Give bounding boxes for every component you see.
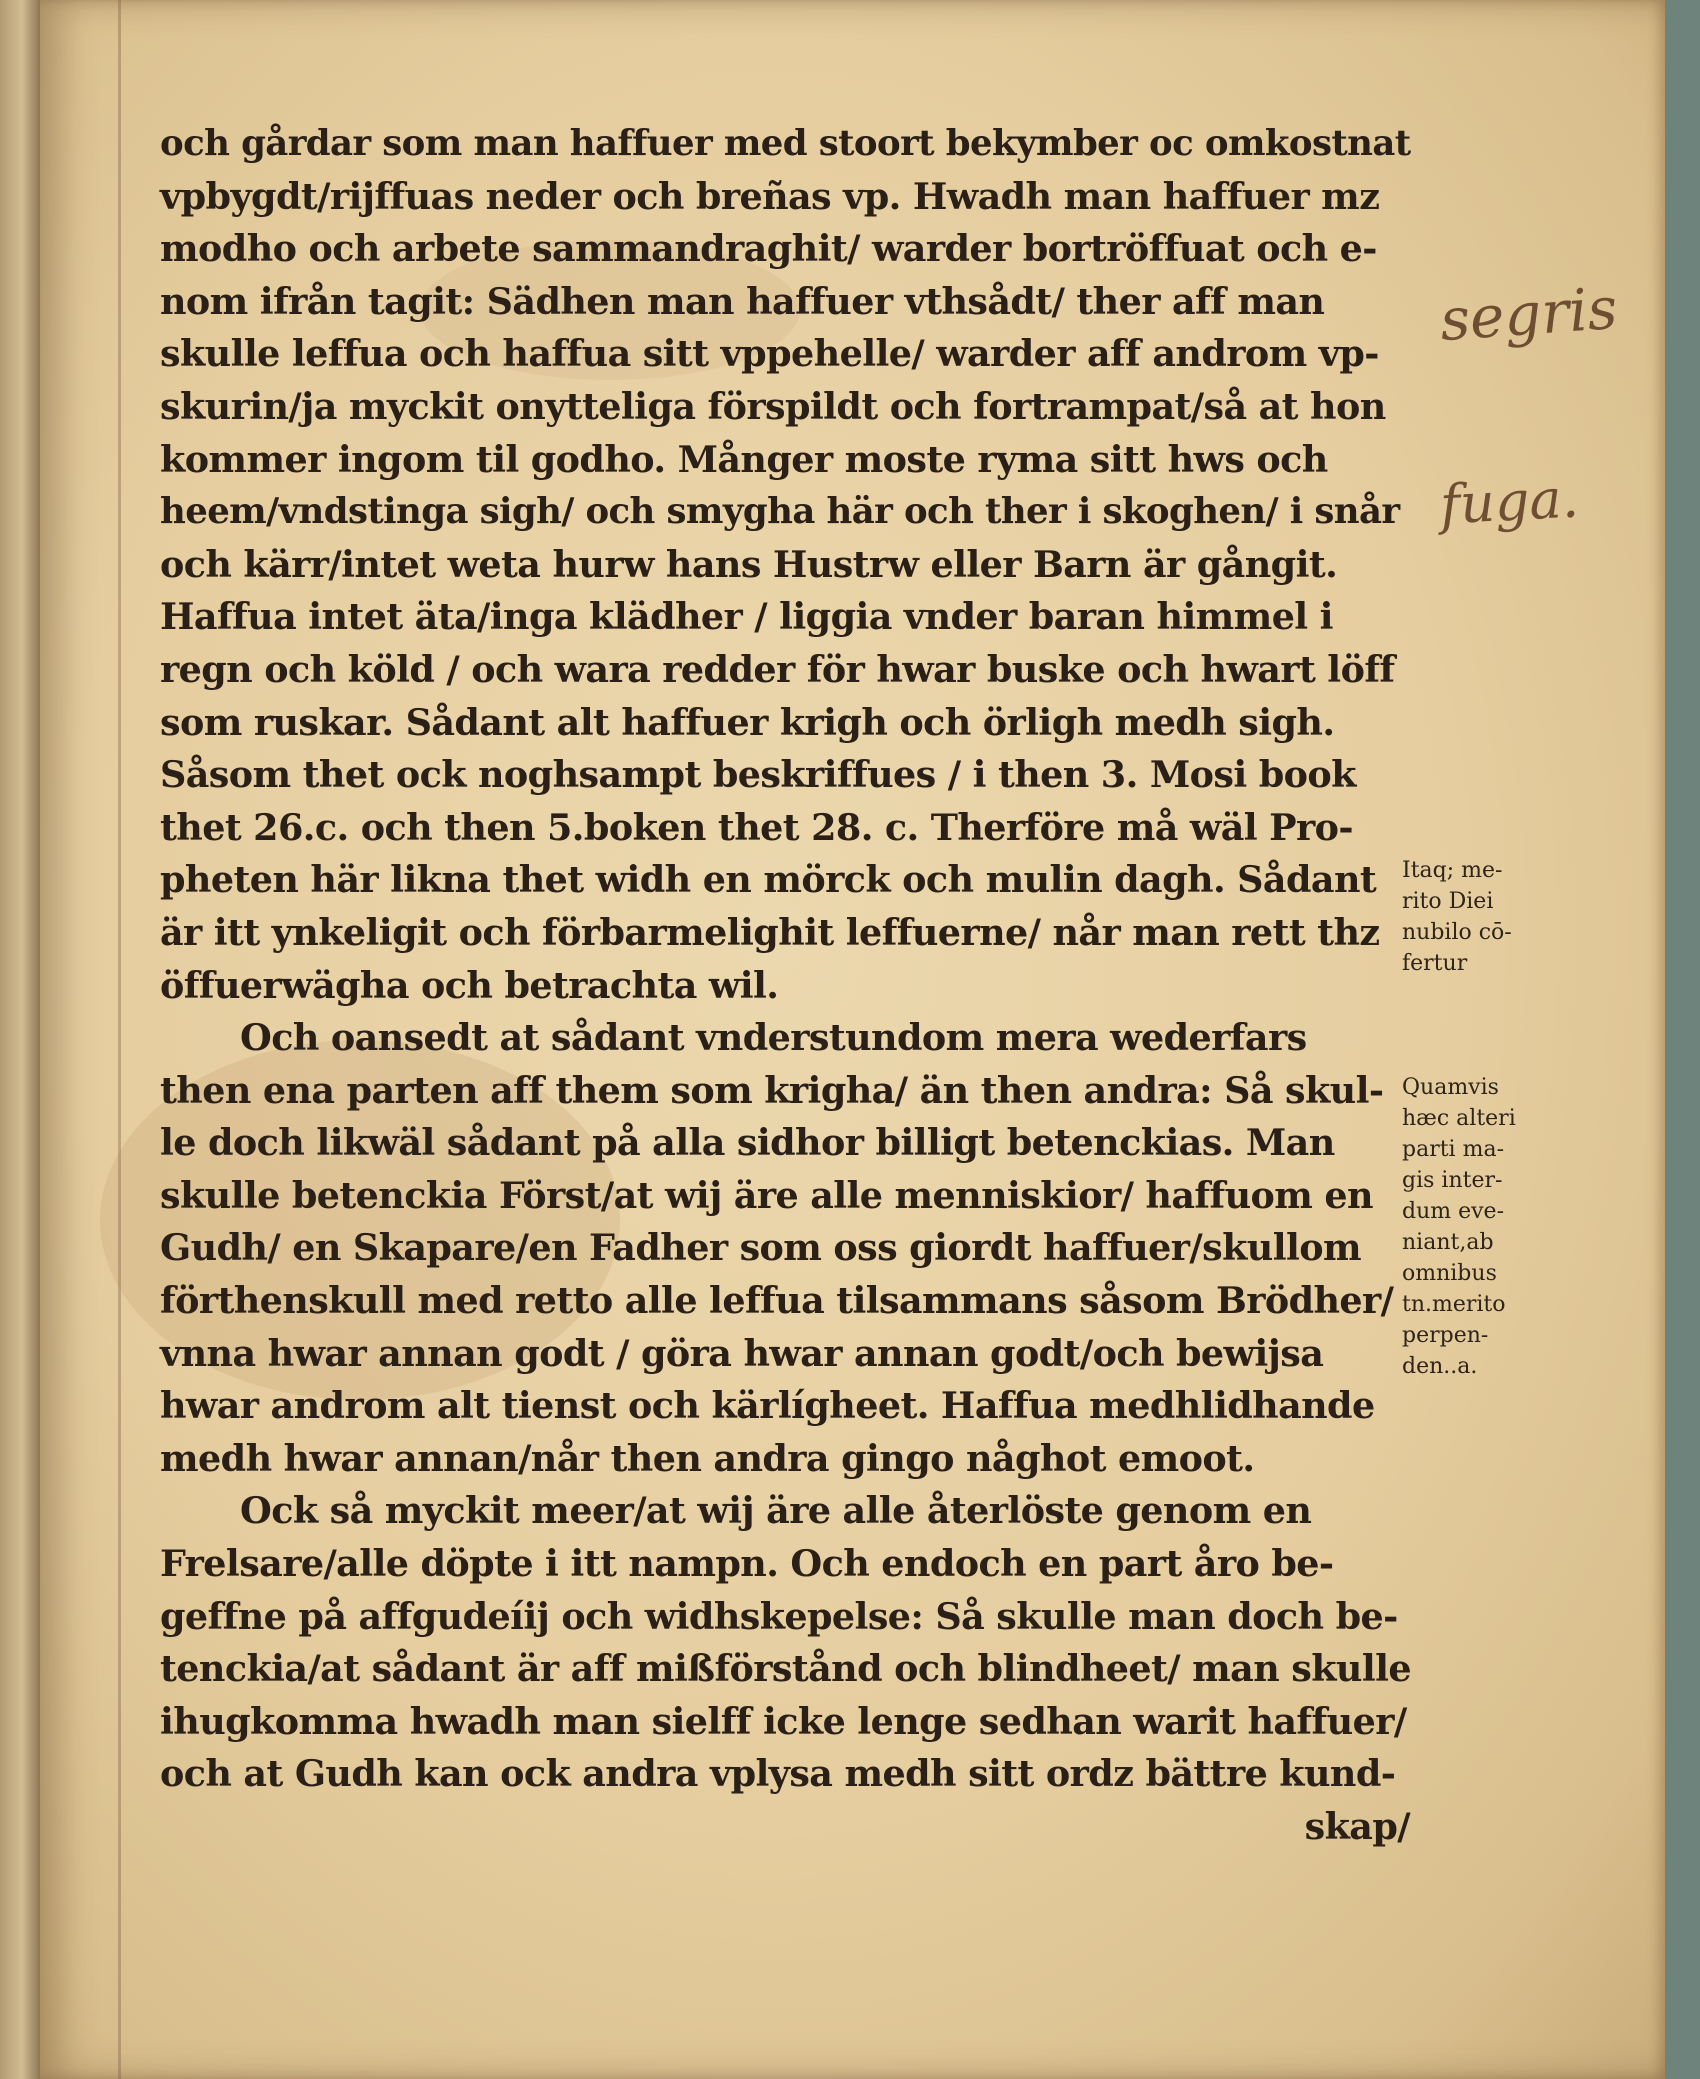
text-line: och kärr/intet weta hurw hans Hustrw eller Barn är gångit.: [160, 542, 1338, 586]
margin-note-line: parti ma-: [1402, 1137, 1504, 1162]
text-line: Gudh/ en Skapare/en Fadher som oss giordt haffuer/skullom: [160, 1226, 1361, 1270]
margin-note-line: Itaq; me-: [1402, 858, 1503, 883]
text-line: thet 26.c. och then 5.boken thet 28. c. Therföre må wäl Pro-: [160, 805, 1353, 849]
text-line: skurin/ja myckit onytteliga förspildt och fortrampat/så at hon: [160, 384, 1386, 428]
margin-note-line: perpen-: [1402, 1323, 1489, 1348]
text-line: geffne på affgudeíij och widhskepelse: Så skulle man doch be-: [160, 1594, 1398, 1638]
text-line: är itt ynkeligit och förbarmelighit leffuerne/ når man rett thz: [160, 910, 1380, 954]
paragraph-start-line: Och oansedt at sådant vnderstundom mera wederfars: [240, 1016, 1307, 1060]
text-line: then ena parten aff them som krigha/ än then andra: Så skul-: [160, 1068, 1384, 1112]
text-line: kommer ingom til godho. Månger moste ryma sitt hws och: [160, 437, 1328, 481]
text-line: Såsom thet ock noghsampt beskriffues / i then 3. Mosi book: [160, 753, 1356, 797]
text-line: ihugkomma hwadh man sielff icke lenge sedhan warit haffuer/: [160, 1699, 1407, 1743]
body-text: [160, 118, 1410, 1854]
margin-note-quamvis: [1402, 1072, 1516, 1382]
margin-note-line: hæc alteri: [1402, 1106, 1516, 1131]
text-line: modho och arbete sammandraghit/ warder bortröffuat och e-: [160, 227, 1377, 271]
text-line: och at Gudh kan ock andra vplysa medh sitt ordz bättre kund-: [160, 1752, 1396, 1796]
text-line: nom ifrån tagit: Sädhen man haffuer vthsådt/ ther aff man: [160, 279, 1325, 323]
margin-note-line: tn.merito: [1402, 1292, 1506, 1317]
text-line: öffuerwägha och betrachta wil.: [160, 963, 779, 1007]
previous-page-edge: [0, 0, 40, 2079]
text-line: medh hwar annan/når then andra gingo någhot emoot.: [160, 1436, 1255, 1480]
text-line: Frelsare/alle döpte i itt nampn. Och endoch en part åro be-: [160, 1542, 1334, 1586]
margin-note-line: gis inter-: [1402, 1168, 1503, 1193]
text-line: förthenskull med retto alle leffua tilsammans såsom Brödher/: [160, 1279, 1394, 1323]
margin-note-line: rito Diei: [1402, 889, 1494, 914]
handwritten-annotation: fuga.: [1438, 466, 1581, 537]
margin-note-line: niant,ab: [1402, 1230, 1494, 1255]
text-line: pheten här likna thet widh en mörck och mulin dagh. Sådant: [160, 858, 1377, 902]
margin-note-itaq: [1402, 855, 1512, 979]
text-line: Haffua intet äta/inga klädher / liggia vnder baran himmel i: [160, 595, 1333, 639]
text-line: skulle betenckia Först/at wij äre alle menniskior/ haffuom en: [160, 1173, 1373, 1217]
catchword: skap/: [1304, 1805, 1410, 1848]
paragraph-start-line: Ock så myckit meer/at wij äre alle återlöste genom en: [240, 1489, 1312, 1533]
margin-note-line: fertur: [1402, 951, 1468, 976]
text-line: skulle leffua och haffua sitt vppehelle/ warder aff androm vp-: [160, 332, 1379, 376]
text-line: och gårdar som man haffuer med stoort bekymber oc omkostnat: [160, 123, 1411, 164]
handwritten-annotation: segris: [1437, 273, 1620, 355]
text-line: hwar androm alt tienst och kärlígheet. Haffua medhlidhande: [160, 1384, 1375, 1428]
text-line: vnna hwar annan godt / göra hwar annan godt/och bewijsa: [160, 1331, 1324, 1375]
margin-note-line: Quamvis: [1402, 1075, 1499, 1100]
text-line: heem/vndstinga sigh/ och smygha här och ther i skoghen/ i snår: [160, 491, 1400, 533]
margin-note-line: omnibus: [1402, 1261, 1497, 1286]
text-line: tenckia/at sådant är aff mißförstånd och blindheet/ man skulle: [160, 1647, 1411, 1691]
gutter-shadow: [118, 0, 121, 2079]
text-line: som ruskar. Sådant alt haffuer krigh och örligh medh sigh.: [160, 700, 1335, 744]
margin-note-line: den..a.: [1402, 1354, 1478, 1379]
text-line: regn och köld / och wara redder för hwar buske och hwart löff: [160, 647, 1395, 691]
text-line: vpbygdt/rijffuas neder och breñas vp. Hwadh man haffuer mz: [160, 174, 1380, 218]
margin-note-line: dum eve-: [1402, 1199, 1505, 1224]
text-line: le doch likwäl sådant på alla sidhor billigt betenckias. Man: [160, 1121, 1335, 1165]
margin-note-line: nubilo cō-: [1402, 920, 1512, 945]
